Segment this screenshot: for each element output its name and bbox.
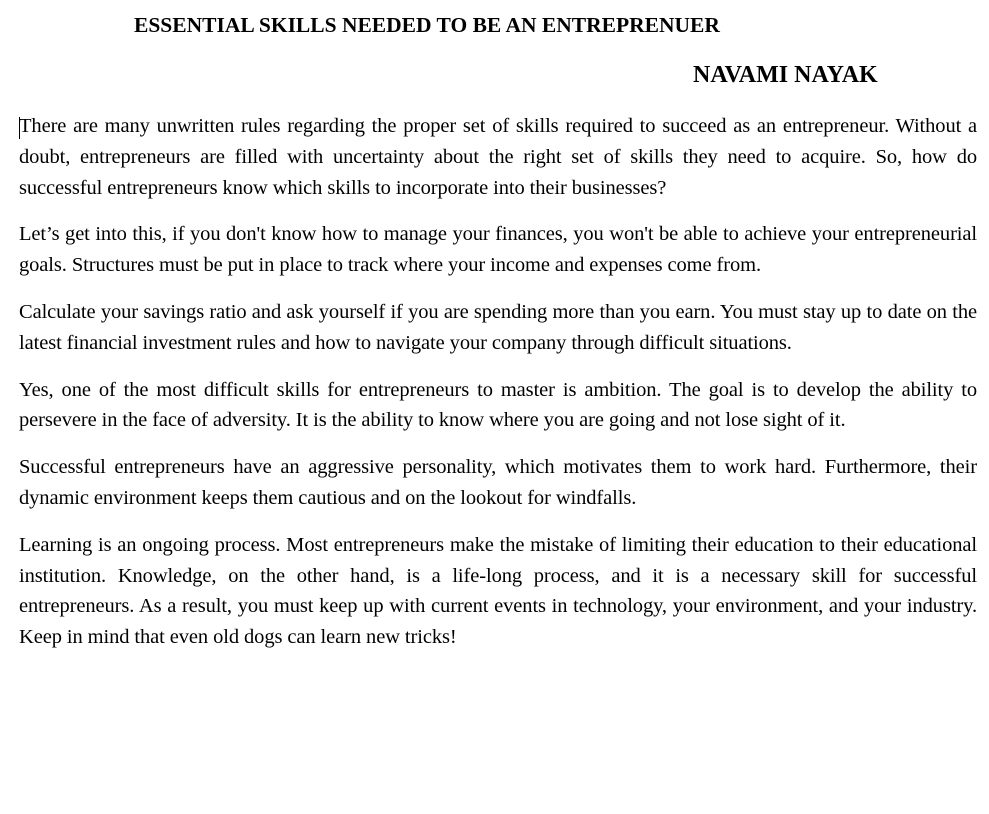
- document-author: NAVAMI NAYAK: [693, 62, 878, 88]
- paragraph-4: Yes, one of the most difficult skills for entrepreneurs to master is ambition. The goal is to develop the ability to persevere in the face of adversity. It is the ability to know where you are going and not lose sight of it.: [19, 378, 977, 432]
- paragraph-2: Let’s get into this, if you don't know how to manage your finances, you won't be able to achieve your entrepreneurial goals. Structures must be put in place to track where your income and expenses come from.: [19, 223, 977, 277]
- paragraph-6: Learning is an ongoing process. Most entrepreneurs make the mistake of limiting their education to their educational institution. Knowledge, on the other hand, is a life-long process, and it is a necessary skill for successful entrepreneurs. As a result, you must keep up with current events in technology, your environment, and your industry. Keep in mind that even old dogs can learn new tricks!: [19, 533, 977, 649]
- document-title: ESSENTIAL SKILLS NEEDED TO BE AN ENTREPRENUER: [134, 13, 720, 37]
- paragraph-5: Successful entrepreneurs have an aggressive personality, which motivates them to work hard. Furthermore, their dynamic environment keeps them cautious and on the lookout for windfalls.: [19, 456, 977, 509]
- paragraph-1: There are many unwritten rules regarding the proper set of skills required to succeed as an entrepreneur. Without a doubt, entrepreneurs are filled with uncertainty about the right set of skills they need to acquire. So, how do successful entrepreneurs know which skills to incorporate into their businesses?: [19, 115, 977, 199]
- document-body[interactable]: [19, 111, 977, 669]
- paragraph-3: Calculate your savings ratio and ask yourself if you are spending more than you earn. You must stay up to date on the latest financial investment rules and how to navigate your company through difficult situations.: [19, 300, 977, 354]
